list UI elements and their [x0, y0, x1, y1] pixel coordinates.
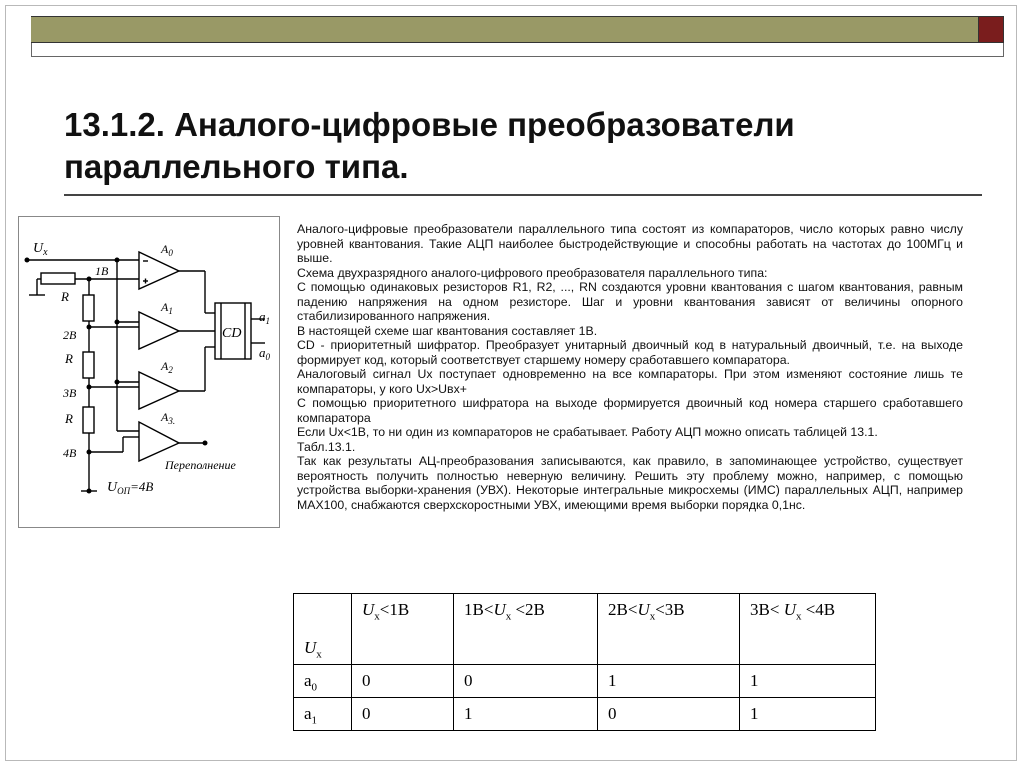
paragraph-scheme: Схема двухразрядного аналого-цифрового преобразователя параллельного типа:: [297, 265, 768, 280]
table-header-row: [294, 594, 876, 665]
table-header-cell: $U_x<1В$: [352, 594, 454, 665]
title-line-1: 13.1.2. Аналого-цифровые преобразователи: [64, 106, 795, 143]
adc-circuit-diagram: [18, 216, 280, 528]
truth-table: [293, 593, 876, 731]
circuit-svg: [19, 217, 281, 529]
table-cell: 0: [352, 665, 454, 698]
comparator-a2: [139, 372, 179, 409]
level-4-label: 4В: [63, 446, 77, 460]
paragraph-intro: Аналого-цифровые преобразователи параллельного типа состоят из компараторов, число которых равно числу уровней квантования. Такие АЦП наиболее быстродействующие и способны работать на частотах до 100МГц и выше.: [297, 222, 963, 265]
comparator-a2-label: $A_2$: [161, 359, 173, 375]
comparator-a1: [139, 312, 179, 349]
header-underline: [31, 43, 1004, 57]
table-row-label: $a_0$: [294, 665, 352, 698]
header-bar: [31, 16, 978, 43]
slide-title: [64, 104, 994, 188]
table-header-cell: $3В< U_x <4В$: [740, 594, 876, 665]
resistor-label-1: R: [61, 289, 69, 304]
resistor-r0: [41, 273, 75, 284]
resistor-r1: [83, 295, 94, 321]
header-accent-square: [978, 16, 1004, 43]
level-3-label: 3В: [63, 386, 77, 400]
level-2-label: 2В: [63, 328, 77, 342]
resistor-r2: [83, 352, 94, 378]
paragraph-storage: Так как результаты АЦ-преобразования записываются, как правило, в запоминающее устройство, существует вероятность получить полностью неверную величину. Решить эту проблему можно, например, с помощью устройства выборки-хранения (УВХ). Некоторые интегральные микросхемы (ИМС) параллельных АЦП, например MAX100, снабжаются сверхскоростными УВХ, имеющими время выборки порядка 0,1нс.: [297, 454, 963, 512]
paragraph-condition: Если Ux<1В, то ни один из компараторов не срабатывает. Работу АЦП можно описать таблицей 13.1.: [297, 425, 878, 439]
output-a1-label: $a_1$: [259, 309, 270, 326]
comparator-a3-label: $A_{3.}$: [161, 410, 176, 426]
uop-label: $U_{ОП}=4В$: [107, 479, 154, 496]
paragraph-signal: Аналоговый сигнал Ux поступает одновременно на все компараторы. При этом изменяют состояние лишь те компараторы, у кого Ux>Uвх+: [297, 367, 963, 396]
table-header-cell: $2В<U_x<3В$: [598, 594, 740, 665]
table-cell: 1: [740, 665, 876, 698]
table-cell: 0: [454, 665, 598, 698]
table-corner-cell: $U_x$: [294, 594, 352, 665]
paragraph-resistors: С помощью одинаковых резисторов R1, R2, ..., RN создаются уровни квантования с шагом квантования, равным падению напряжения на одном резисторе. Шаг и уровни квантования зависят от величины опорного стабилизированного напряжения.: [297, 280, 963, 323]
overflow-label: Переполнение: [165, 458, 236, 472]
paragraph-encoder: CD - приоритетный шифратор. Преобразует унитарный двоичный код в натуральный двоичный, т.е. на выходе формирует код, который соответствует старшему номеру сработавшего компаратора.: [297, 338, 963, 367]
table-row-label: $a_1$: [294, 698, 352, 731]
comparator-a3: [139, 422, 179, 461]
resistor-label-2: R: [65, 351, 73, 366]
table-cell: 0: [598, 698, 740, 731]
comparator-a1-label: $A_1$: [161, 300, 173, 316]
table-row-a0: [294, 665, 876, 698]
title-line-2: параллельного типа.: [64, 148, 409, 185]
table-cell: 0: [352, 698, 454, 731]
title-divider: [64, 194, 982, 196]
ux-label: $U_x$: [33, 241, 48, 258]
table-cell: 1: [740, 698, 876, 731]
resistor-r3: [83, 407, 94, 433]
table-cell: 1: [598, 665, 740, 698]
paragraph-table-caption: Табл.13.1.: [297, 439, 356, 454]
table-header-cell: $1В<U_x <2В$: [454, 594, 598, 665]
paragraph-step: В настоящей схеме шаг квантования составляет 1В.: [297, 323, 598, 338]
comparator-a0-label: $A_0$: [161, 242, 173, 258]
table-cell: 1: [454, 698, 598, 731]
cd-label: CD: [222, 326, 242, 341]
body-text: [297, 222, 963, 512]
level-1-label: 1В: [95, 264, 109, 278]
table-row-a1: [294, 698, 876, 731]
output-a0-label: $a_0$: [259, 345, 270, 362]
resistor-label-3: R: [65, 411, 73, 426]
paragraph-output: С помощью приоритетного шифратора на выходе формируется двоичный код номера старшего сработавшего компаратора: [297, 396, 963, 425]
